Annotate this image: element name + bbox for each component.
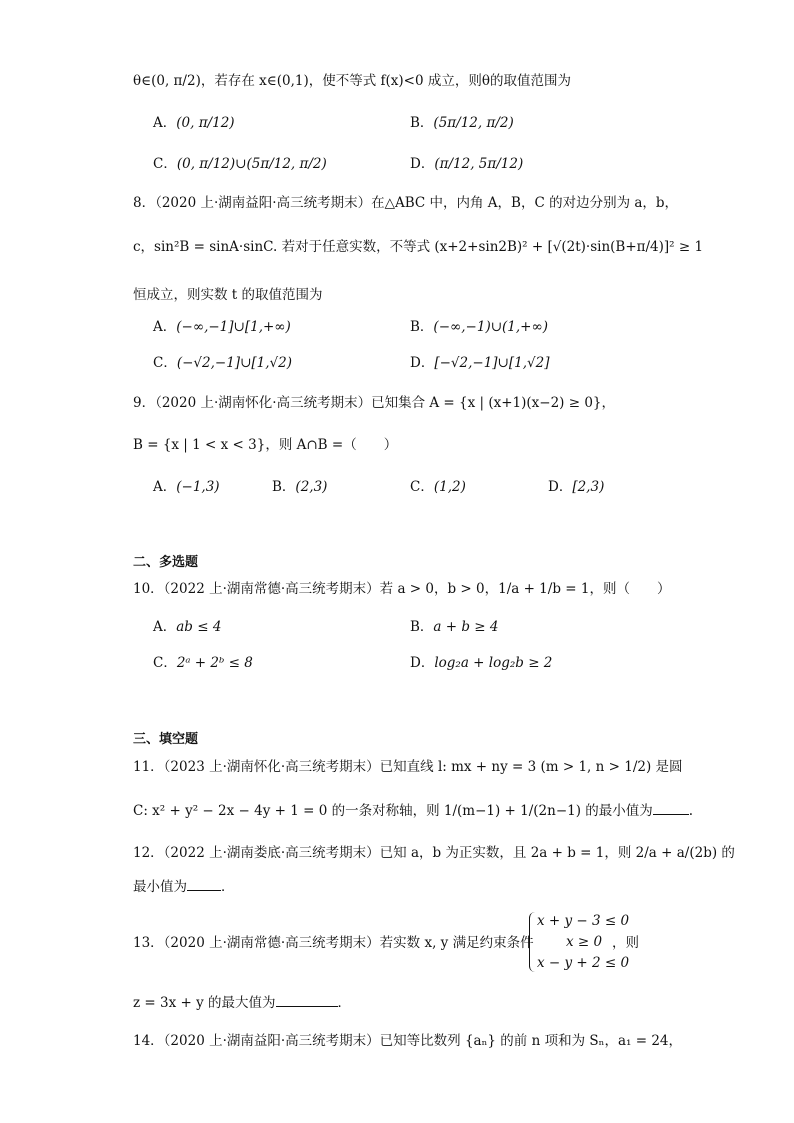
q13-constraint-3: x − y + 2 ≤ 0 <box>537 955 630 971</box>
q13-tail: ，则 <box>612 935 639 951</box>
q7-option-b: B．(5π/12, π/2) <box>410 115 514 131</box>
q7-stem-tail: θ∈(0, π/2)，若存在 x∈(0,1)，使不等式 f(x)<0 成立，则θ的取值范围为 <box>133 73 571 89</box>
q11-answer-blank[interactable] <box>653 800 689 815</box>
q8-line-2: c，sin²B = sinA·sinC. 若对于任意实数，不等式 (x+2+sin2B)² + [√(2t)·sin(B+π/4)]² ≥ 1 <box>133 239 704 255</box>
q7-option-d: D．(π/12, 5π/12) <box>410 156 524 172</box>
q9-option-c: C．(1,2) <box>410 479 466 495</box>
q8-option-b: B．(−∞,−1)∪(1,+∞) <box>410 319 548 335</box>
section-title-fill-in: 三、填空题 <box>133 732 199 747</box>
q9-line-1: 9．（2020 上·湖南怀化·高三统考期末）已知集合 A = {x | (x+1)(x−2) ≥ 0}， <box>133 395 616 411</box>
q13-brace <box>529 912 535 972</box>
q7-option-a: A．(0, π/12) <box>153 115 235 131</box>
section-title-multiple-choice: 二、多选题 <box>133 555 199 570</box>
q13-answer-blank[interactable] <box>276 992 338 1007</box>
q9-option-b: B．(2,3) <box>272 479 328 495</box>
q9-option-a: A．(−1,3) <box>153 479 220 495</box>
q13-line-1: 13．（2020 上·湖南常德·高三统考期末）若实数 x, y 满足约束条件 <box>133 935 534 951</box>
q9-line-2: B = {x | 1 < x < 3}，则 A∩B =（ ） <box>133 437 398 453</box>
q13-constraint-1: x + y − 3 ≤ 0 <box>537 913 630 929</box>
q13-constraint-2: x ≥ 0 <box>566 934 603 950</box>
q9-option-d: D．[2,3) <box>548 479 605 495</box>
q8-option-c: C．(−√2,−1]∪[1,√2) <box>153 355 292 371</box>
q7-option-c: C．(0, π/12)∪(5π/12, π/2) <box>153 156 327 172</box>
q14-line-1: 14．（2020 上·湖南益阳·高三统考期末）已知等比数列 {aₙ} 的前 n 项和为 Sₙ，a₁ = 24， <box>133 1033 682 1049</box>
q10-option-d: D．log₂a + log₂b ≥ 2 <box>410 655 553 671</box>
q8-option-d: D．[−√2,−1]∪[1,√2] <box>410 355 550 371</box>
q12-answer-blank[interactable] <box>187 876 221 891</box>
q10-option-b: B．a + b ≥ 4 <box>410 619 499 635</box>
q13-line-2: z = 3x + y 的最大值为 ． <box>133 992 351 1014</box>
q12-line-1: 12．（2022 上·湖南娄底·高三统考期末）已知 a，b 为正实数，且 2a + b = 1，则 2/a + a/(2b) 的 <box>133 845 735 861</box>
q8-line-3: 恒成立，则实数 t 的取值范围为 <box>133 287 323 303</box>
q10-option-a: A．ab ≤ 4 <box>153 619 222 635</box>
q8-line-1: 8．（2020 上·湖南益阳·高三统考期末）在△ABC 中，内角 A，B，C 的对边分别为 a，b， <box>133 195 679 211</box>
q8-option-a: A．(−∞,−1]∪[1,+∞) <box>153 319 291 335</box>
q11-line-2: C: x² + y² − 2x − 4y + 1 = 0 的一条对称轴，则 1/(m−1) + 1/(2n−1) 的最小值为 . <box>133 800 693 822</box>
q11-line-1: 11．（2023 上·湖南怀化·高三统考期末）已知直线 l: mx + ny = 3 (m > 1, n > 1/2) 是圆 <box>133 759 683 775</box>
q10-line-1: 10．（2022 上·湖南常德·高三统考期末）若 a > 0，b > 0，1/a + 1/b = 1，则（ ） <box>133 581 671 597</box>
q12-line-2: 最小值为 ． <box>133 876 235 898</box>
q10-option-c: C．2ᵃ + 2ᵇ ≤ 8 <box>153 655 253 671</box>
